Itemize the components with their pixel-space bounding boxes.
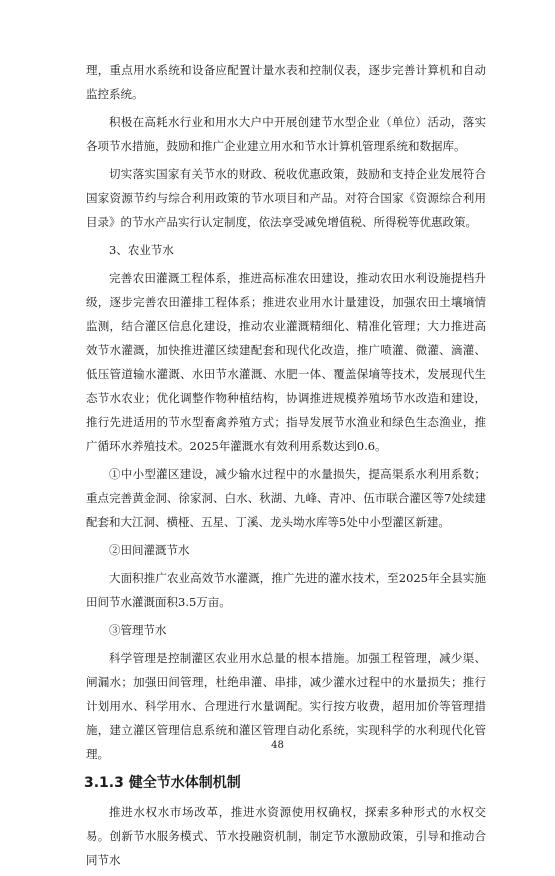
paragraph-water-saving-enterprise: 积极在高耗水行业和用水大户中开展创建节水型企业（单位）活动，落实各项节水措施，鼓励和推广企业建立用水和节水计算机管理系统和数据库。: [86, 115, 486, 153]
paragraph-metering: 理，重点用水系统和设备应配置计量水表和控制仪表，逐步完善计算机和自动监控系统。: [86, 63, 486, 101]
heading-field-irrigation: ②田间灌溉节水: [109, 543, 190, 557]
paragraph-tax-policy: 切实落实国家有关节水的财政、税收优惠政策，鼓励和支持企业发展符合国家资源节约与综合利用政策的节水项目和产品。对符合国家《资源综合利用目录》的节水产品实行认定制度，依法享受减免增值税、所得税等优惠政策。: [86, 167, 486, 229]
paragraph-field-irrigation: 大面积推广农业高效节水灌溉，推广先进的灌水技术，至2025年全县实施田间节水灌溉面积3.5万亩。: [86, 571, 486, 609]
heading-management: ③管理节水: [109, 623, 167, 637]
page-number: 48: [271, 740, 284, 751]
section-heading-3-1-3: 3.1.3 健全节水体制机制: [84, 775, 241, 791]
page-content: [86, 58, 486, 876]
heading-agricultural-water-saving: 3、农业节水: [109, 243, 174, 257]
paragraph-irrigation-districts: ①中小型灌区建设，减少输水过程中的水量损失，提高渠系水利用系数；重点完善黄金洞、徐家洞、白水、秋湖、九峰、青冲、伍市联合灌区等7处续建配套和大江洞、横桠、五星、丁溪、龙头坳水库等5处中小型灌区新建。: [86, 467, 486, 529]
paragraph-management: 科学管理是控制灌区农业用水总量的根本措施。加强工程管理，减少渠、闸漏水；加强田间管理，杜绝串灌、串排，减少灌水过程中的水量损失；推行计划用水、科学用水、合理进行水量调配。实行按方收费，超用加价等管理措施，建立灌区管理信息系统和灌区管理自动化系统，实现科学的水利现代化管理。: [86, 651, 486, 761]
paragraph-water-rights: 推进水权水市场改革，推进水资源使用权确权，探索多种形式的水权交易。创新节水服务模式、节水投融资机制，制定节水激励政策，引导和推动合同节水: [86, 805, 486, 867]
paragraph-irrigation-system: 完善农田灌溉工程体系，推进高标准农田建设，推动农田水利设施提档升级，逐步完善农田灌排工程体系；推进农业用水计量建设，加强农田土壤墒情监测，结合灌区信息化建设，推动农业灌溉精细化、精准化管理；大力推进高效节水灌溉，加快推进灌区续建配套和现代化改造，推广喷灌、微灌、滴灌、低压管道输水灌溉、水田节水灌溉、水肥一体、覆盖保墒等技术，发展现代生态节水农业；优化调整作物种植结构，协调推进规模养殖场节水改造和建设，推行先进适用的节水型畜禽养殖方式；指导发展节水渔业和绿色生态渔业，推广循环水养殖技术。2025年灌溉水有效利用系数达到0.6。: [86, 271, 486, 453]
